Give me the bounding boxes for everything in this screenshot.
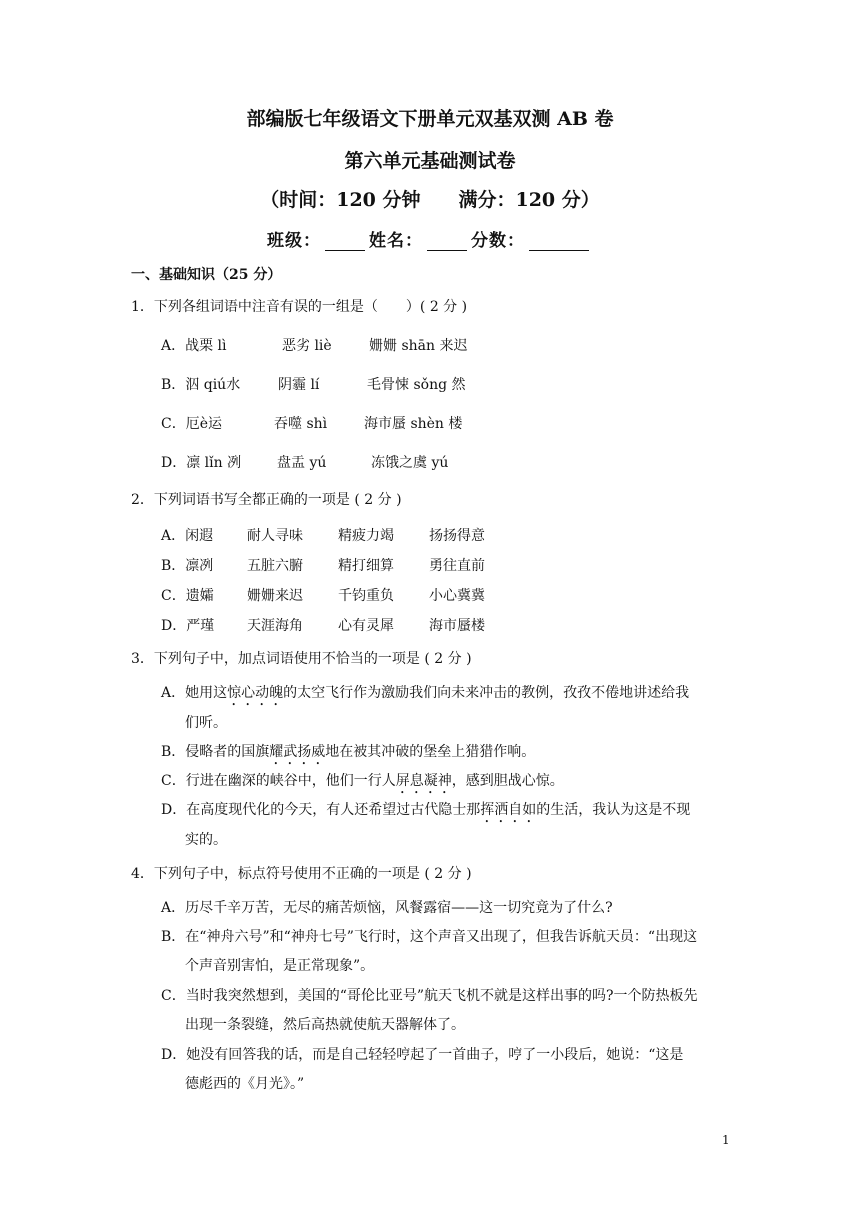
q2-b-item4: 勇往直前 bbox=[429, 558, 485, 574]
q3-b-dotted-word: 耀武扬威 bbox=[269, 744, 326, 760]
q2-d-item4: 海市蜃楼 bbox=[429, 618, 485, 634]
score-label: 分数： bbox=[471, 231, 525, 251]
q3-d-text-pre: D．在高度现代化的今天，有人还希望过古代隐士那 bbox=[161, 802, 481, 818]
q2-d-item3: 心有灵犀 bbox=[338, 618, 394, 634]
q3-c-dotted-word: 屏息凝神 bbox=[395, 773, 452, 789]
q4-option-a bbox=[161, 894, 733, 923]
class-label: 班级： bbox=[267, 231, 321, 251]
q3-c-text-post: ，感到胆战心惊。 bbox=[451, 773, 564, 789]
q1-a-item3: 姗姗 shān 来迟 bbox=[369, 338, 468, 354]
q1-c-item3: 海市蜃 shèn 楼 bbox=[364, 416, 463, 432]
q4-a-text: A．历尽千辛万苦，无尽的痛苦烦恼，风餐露宿——这一切究竟为了什么? bbox=[161, 900, 613, 916]
q1-b-item2: 阴霾 lí bbox=[278, 377, 320, 393]
q2-b-item2: 五脏六腑 bbox=[247, 558, 303, 574]
q2-c-item1: C．遗孀 bbox=[161, 588, 214, 604]
q3-d-dotted-word: 挥洒自如 bbox=[480, 802, 537, 818]
question-4-stem: 4．下列句子中，标点符号使用不正确的一项是 ( 2 分 ) bbox=[131, 866, 472, 882]
q4-d-text-cont: 德彪西的《月光》。” bbox=[185, 1076, 305, 1092]
q3-a-text-cont: 们听。 bbox=[185, 715, 227, 731]
section-heading: 一、基础知识（25 分） bbox=[131, 267, 282, 283]
q3-option-d bbox=[161, 796, 733, 855]
q3-c-text-pre: C．行进在幽深的峡谷中，他们一行人 bbox=[161, 773, 396, 789]
q4-c-text: C．当时我突然想到，美国的“哥伦比亚号”航天飞机不就是这样出事的吗?一个防热板先 bbox=[161, 988, 698, 1004]
page-number: 1 bbox=[722, 1133, 730, 1147]
q3-option-b bbox=[161, 738, 733, 768]
q4-b-text: B．在“神舟六号”和“神舟七号”飞行时，这个声音又出现了，但我告诉航天员：“出现这 bbox=[161, 929, 698, 945]
question-2-stem: 2．下列词语书写全都正确的一项是 ( 2 分 ) bbox=[131, 492, 402, 508]
student-info-line bbox=[0, 226, 860, 251]
q4-option-b bbox=[161, 923, 733, 981]
q1-b-item3: 毛骨悚 sǒng 然 bbox=[367, 377, 466, 393]
name-label: 姓名： bbox=[369, 231, 423, 251]
q2-c-item3: 千钧重负 bbox=[338, 588, 394, 604]
q3-b-text-post: 地在被其冲破的堡垒上猎猎作响。 bbox=[325, 744, 536, 760]
q3-b-text-pre: B．侵略者的国旗 bbox=[161, 744, 270, 760]
q1-a-item2: 恶劣 liè bbox=[282, 338, 332, 354]
q3-d-text-cont: 实的。 bbox=[185, 832, 227, 848]
question-1-stem: 1．下列各组词语中注音有误的一组是（ ）( 2 分 ) bbox=[131, 299, 468, 315]
time-score-line: （时间：120 分钟 满分：120 分） bbox=[260, 189, 600, 211]
q2-a-item2: 耐人寻味 bbox=[247, 528, 303, 544]
q1-d-item1: D．凛 lǐn 冽 bbox=[161, 455, 242, 471]
q1-c-item2: 吞噬 shì bbox=[274, 416, 328, 432]
exam-subtitle: 第六单元基础测试卷 bbox=[344, 150, 516, 172]
q3-d-text-post: 的生活，我认为这是不现 bbox=[536, 802, 691, 818]
q1-a-item1: A．战栗 lì bbox=[161, 338, 227, 354]
name-blank[interactable] bbox=[427, 232, 467, 251]
q3-a-dotted-word: 惊心动魄 bbox=[227, 685, 284, 701]
exam-title: 部编版七年级语文下册单元双基双测 AB 卷 bbox=[246, 108, 614, 130]
q4-b-text-cont: 个声音别害怕，是正常现象”。 bbox=[185, 958, 375, 974]
q2-d-item2: 天涯海角 bbox=[247, 618, 303, 634]
q1-c-item1: C．厄è运 bbox=[161, 416, 222, 432]
class-blank[interactable] bbox=[325, 232, 365, 251]
q4-d-text: D．她没有回答我的话，而是自己轻轻哼起了一首曲子，哼了一小段后，她说：“这是 bbox=[161, 1047, 684, 1063]
q3-a-text-post: 的太空飞行作为激励我们向未来冲击的教例，孜孜不倦地讲述给我 bbox=[283, 685, 690, 701]
q1-d-item2: 盘盂 yú bbox=[277, 455, 327, 471]
q1-d-item3: 冻饿之虞 yú bbox=[371, 455, 449, 471]
q2-a-item3: 精疲力竭 bbox=[338, 528, 394, 544]
q1-b-item1: B．泅 qiú水 bbox=[161, 377, 241, 393]
q2-c-item2: 姗姗来迟 bbox=[247, 588, 303, 604]
score-blank[interactable] bbox=[529, 232, 589, 251]
q4-option-c bbox=[161, 982, 733, 1040]
question-3-stem: 3．下列句子中，加点词语使用不恰当的一项是 ( 2 分 ) bbox=[131, 651, 472, 667]
q4-option-d bbox=[161, 1041, 733, 1099]
q3-a-text-pre: A．她用这 bbox=[161, 685, 228, 701]
q3-option-c bbox=[161, 767, 733, 797]
q2-b-item1: B．凛冽 bbox=[161, 558, 214, 574]
q2-b-item3: 精打细算 bbox=[338, 558, 394, 574]
q2-c-item4: 小心冀冀 bbox=[429, 588, 485, 604]
q3-option-a bbox=[161, 679, 733, 738]
q2-a-item4: 扬扬得意 bbox=[429, 528, 485, 544]
q4-c-text-cont: 出现一条裂缝，然后高热就使航天器解体了。 bbox=[185, 1017, 465, 1033]
q2-d-item1: D．严瑾 bbox=[161, 618, 215, 634]
q2-a-item1: A．闲遐 bbox=[161, 528, 214, 544]
